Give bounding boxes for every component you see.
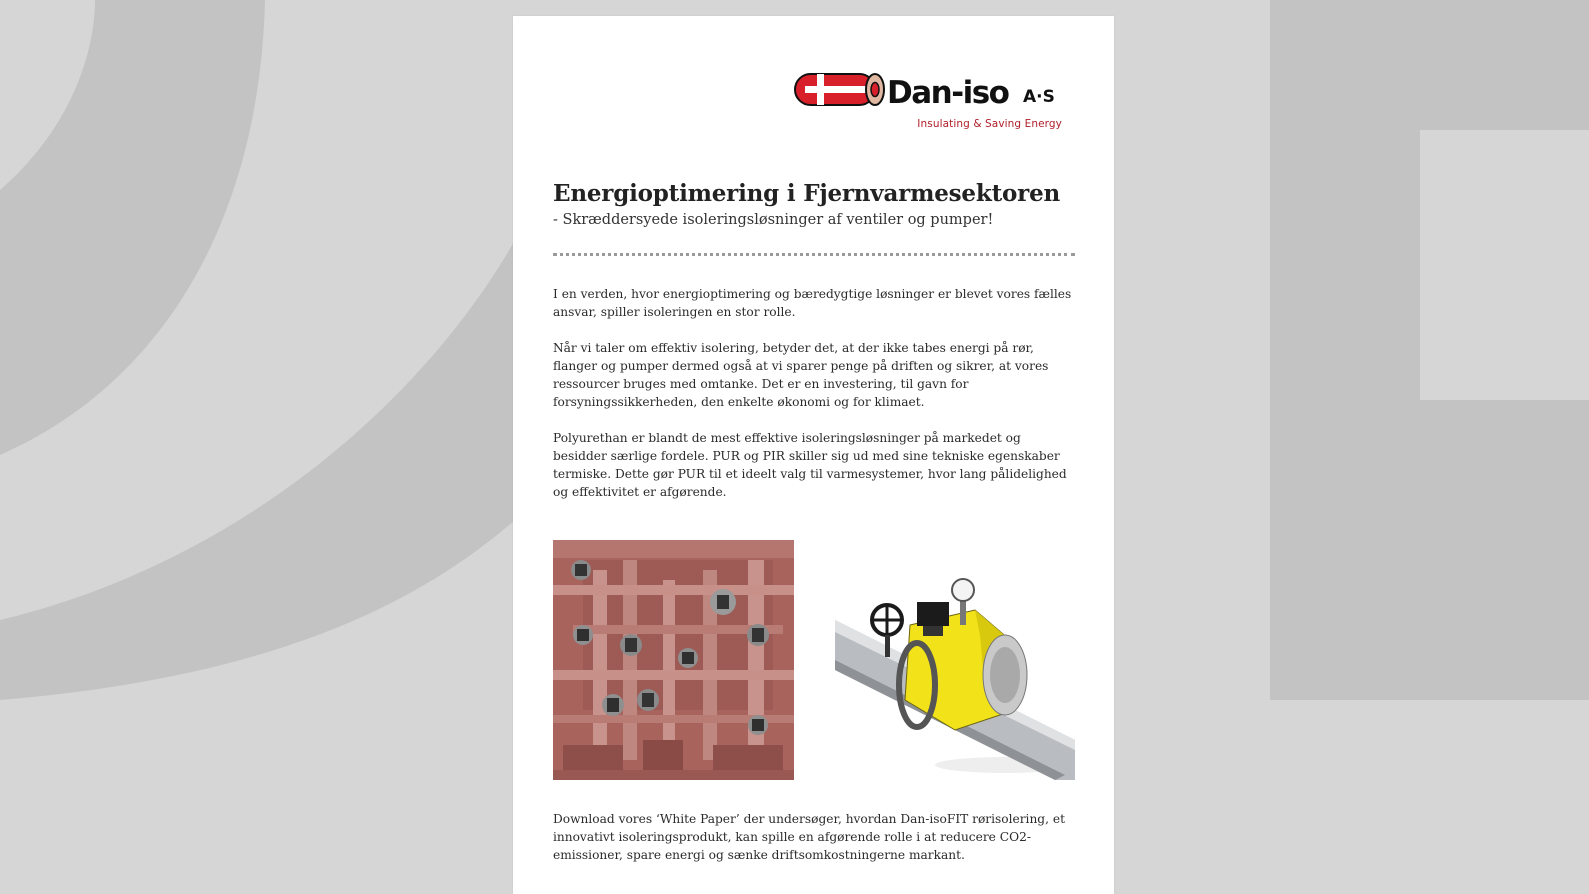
insulated-valve-image <box>835 540 1075 780</box>
logo-suffix: A·S <box>1023 87 1055 107</box>
logo-pipe-icon <box>793 71 1065 111</box>
paragraph-polyurethane: Polyurethan er blandt de mest effektive isoleringsløsninger på markedet og besidder særlige fordele. PUR og PIR skiller sig ud med sine tekniske egenskaber termiske. Dette gør PUR til et ideelt valg til varmesystemer, hvor lang pålidelighed og effektivitet er afgørende. <box>553 431 1067 499</box>
newsletter-sheet <box>513 16 1114 894</box>
article-subtitle: - Skræddersyede isoleringsløsninger af ventiler og pumper! <box>553 212 994 228</box>
dotted-divider <box>553 253 1075 256</box>
article-content <box>553 178 1075 864</box>
image-row <box>553 540 1075 780</box>
article-title: Energioptimering i Fjernvarmesektoren <box>553 180 1061 207</box>
dan-iso-logo[interactable] <box>793 71 1065 146</box>
paragraph-intro: I en verden, hvor energioptimering og bæredygtige løsninger er blevet vores fælles ansvar, spiller isoleringen en stor rolle. <box>553 287 1072 319</box>
logo-tagline: Insulating & Saving Energy <box>917 118 1062 130</box>
paragraph-insulation: Når vi taler om effektiv isolering, betyder det, at der ikke tabes energi på rør, flanger og pumper dermed også at vi sparer penge på driften og sikrer, at vores ressourcer bruges med omtanke. Det er en investering, til gavn for forsyningssikkerheden, den enkelte økonomi og for klimaet. <box>553 341 1049 409</box>
paragraph-white-paper: Download vores ‘White Paper’ der undersøger, hvordan Dan-isoFIT rørisolering, et innovativt isoleringsprodukt, kan spille en afgørende rolle i at reducere CO2-emissioner, spare energi og sænke driftsomkostningerne markant. <box>553 812 1065 862</box>
pump-room-image <box>553 540 794 780</box>
logo-wordmark: Dan-iso <box>887 75 1009 111</box>
